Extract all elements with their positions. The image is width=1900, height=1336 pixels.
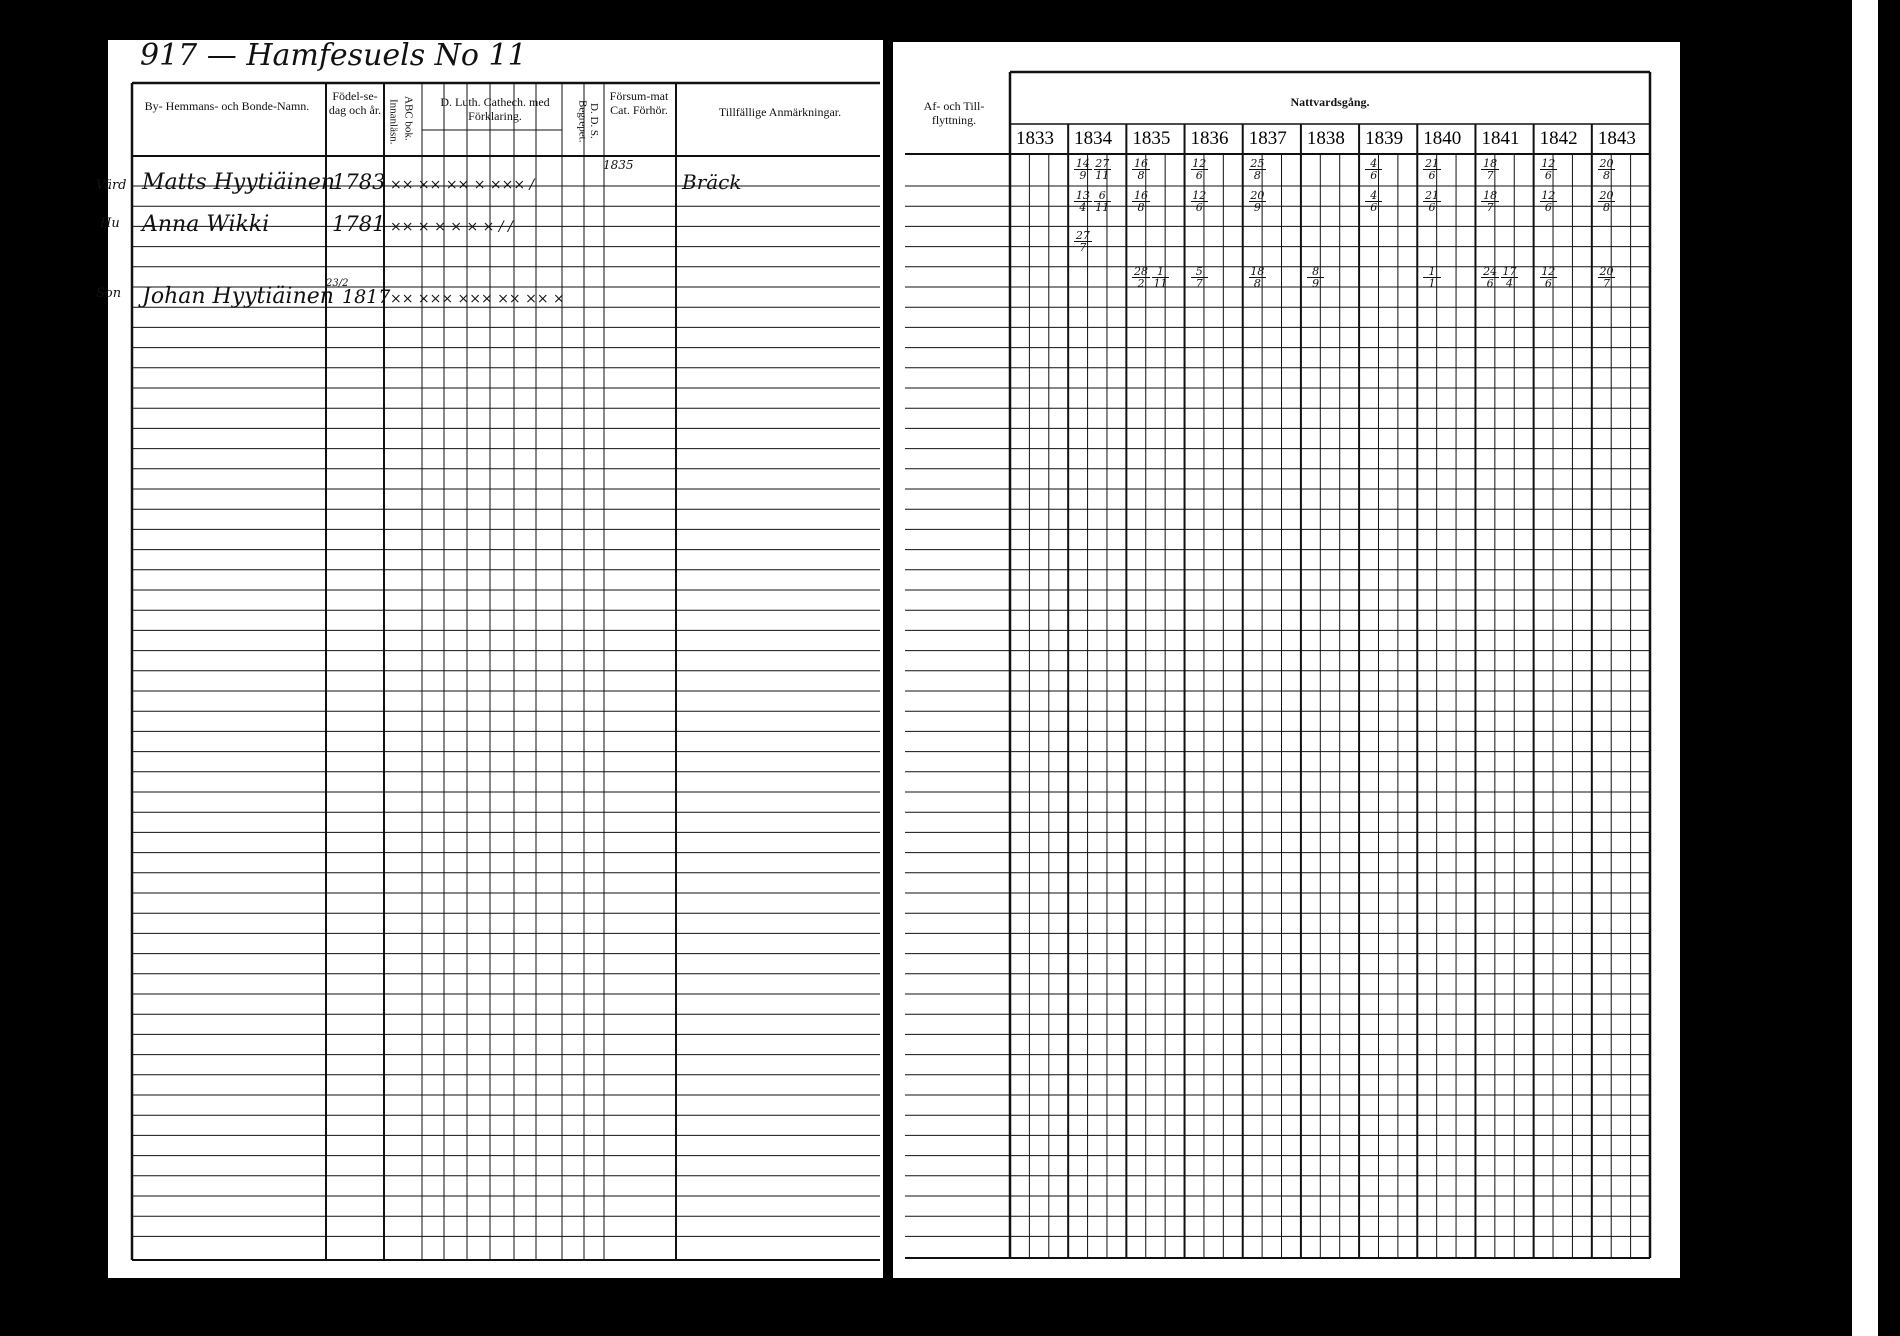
communion-month: 6: [1423, 169, 1440, 181]
communion-day: 14: [1075, 157, 1090, 170]
communion-day: 12: [1192, 189, 1207, 202]
entry-marks: ×× × × × × × / /: [390, 219, 513, 235]
communion-month: 11: [1095, 201, 1110, 214]
communion-date: [1094, 158, 1111, 181]
col-header-fodelse: Födel-se-dag och år.: [328, 89, 382, 117]
communion-month: 7: [1481, 169, 1498, 181]
communion-day: 28: [1134, 265, 1149, 278]
entry-birth-year: 1783: [332, 170, 386, 194]
margin-mark: Värd: [96, 178, 127, 193]
communion-date: [1423, 266, 1440, 289]
communion-date: [1132, 266, 1149, 289]
col-header-luth-cath: D. Luth. Cathech. med Förklaring.: [440, 95, 550, 123]
entry-name: Johan Hyytiäinen: [142, 284, 334, 309]
communion-month: 9: [1307, 277, 1324, 289]
communion-month: 9: [1074, 169, 1091, 181]
communion-month: 4: [1074, 201, 1091, 213]
entry-birth-day: 23/2: [326, 278, 349, 289]
communion-day: 12: [1192, 157, 1207, 170]
communion-day: 20: [1599, 189, 1614, 202]
communion-day: 21: [1424, 157, 1439, 170]
page-header-handwriting: 917 — Hamfesuels No 11: [140, 38, 527, 73]
communion-month: 8: [1249, 169, 1266, 181]
communion-date: [1249, 158, 1266, 181]
communion-date: [1132, 158, 1149, 181]
communion-month: 2: [1132, 277, 1149, 289]
communion-date: [1423, 190, 1440, 213]
entry-marks: ×× ××× ××× ×× ×× ×: [390, 291, 565, 307]
communion-month: 8: [1598, 169, 1615, 181]
margin-mark: Son: [96, 286, 122, 301]
communion-date: [1481, 158, 1498, 181]
col-header-nattvardsgang: Nattvardsgång.: [1290, 95, 1370, 109]
communion-day: 4: [1370, 157, 1378, 170]
year-label-1842: 1842: [1539, 128, 1578, 149]
communion-month: 6: [1365, 169, 1382, 181]
communion-month: 7: [1191, 277, 1208, 289]
communion-day: 17: [1502, 265, 1517, 278]
communion-date: [1152, 266, 1169, 289]
col-header-tillfallige: Tillfällige Anmärkningar.: [718, 105, 842, 119]
communion-date: [1074, 158, 1091, 181]
year-label-1834: 1834: [1074, 128, 1113, 149]
communion-date: [1074, 230, 1091, 253]
communion-day: 24: [1483, 265, 1498, 278]
communion-day: 1: [1428, 265, 1436, 278]
communion-day: 16: [1134, 157, 1149, 170]
communion-month: 7: [1481, 201, 1498, 213]
communion-day: 1: [1156, 265, 1164, 278]
entry-name: Matts Hyytiäinen: [142, 170, 336, 195]
communion-day: 13: [1075, 189, 1090, 202]
entry-birth-year: 1817: [342, 286, 391, 308]
year-label-1841: 1841: [1481, 128, 1520, 149]
year-label-1838: 1838: [1306, 128, 1345, 149]
communion-month: 9: [1249, 201, 1266, 213]
communion-date: [1481, 266, 1498, 289]
communion-day: 6: [1098, 189, 1106, 202]
communion-day: 27: [1095, 157, 1110, 170]
col-header-forsummat: Försum-mat Cat. Förhör.: [609, 89, 669, 117]
communion-date: [1540, 158, 1557, 181]
communion-month: 4: [1501, 277, 1518, 289]
communion-month: 6: [1540, 201, 1557, 213]
communion-day: 20: [1599, 265, 1614, 278]
communion-month: 6: [1481, 277, 1498, 289]
communion-day: 18: [1483, 157, 1498, 170]
year-label-1837: 1837: [1248, 128, 1287, 149]
col-header-dds-begrepet: D. D. S. Begrepet.: [576, 99, 601, 143]
entry-forsummat: 1835: [603, 158, 634, 172]
communion-date: [1094, 190, 1111, 213]
communion-day: 27: [1075, 229, 1090, 242]
communion-day: 20: [1599, 157, 1614, 170]
communion-date: [1365, 190, 1382, 213]
entry-marks: ×× ×× ×× × ××× /: [390, 177, 535, 193]
year-label-1839: 1839: [1365, 128, 1404, 149]
entry-birth-year: 1781: [332, 212, 386, 236]
communion-date: [1191, 158, 1208, 181]
year-label-1840: 1840: [1423, 128, 1462, 149]
communion-day: 12: [1541, 189, 1556, 202]
communion-date: [1598, 158, 1615, 181]
communion-date: [1365, 158, 1382, 181]
communion-month: 7: [1598, 277, 1615, 289]
communion-month: 8: [1249, 277, 1266, 289]
communion-month: 6: [1191, 201, 1208, 213]
communion-day: 25: [1250, 157, 1265, 170]
communion-day: 16: [1134, 189, 1149, 202]
communion-date: [1307, 266, 1324, 289]
communion-month: 1: [1423, 277, 1440, 289]
communion-date: [1191, 266, 1208, 289]
communion-date: [1074, 190, 1091, 213]
communion-month: 6: [1423, 201, 1440, 213]
communion-date: [1423, 158, 1440, 181]
communion-month: 6: [1365, 201, 1382, 213]
communion-date: [1481, 190, 1498, 213]
communion-day: 12: [1541, 265, 1556, 278]
communion-month: 6: [1540, 169, 1557, 181]
year-label-1843: 1843: [1597, 128, 1636, 149]
entry-name: Anna Wikki: [142, 212, 270, 237]
year-label-1833: 1833: [1016, 128, 1054, 149]
communion-day: 18: [1250, 265, 1265, 278]
communion-date: [1132, 190, 1149, 213]
communion-date: [1598, 266, 1615, 289]
communion-day: 18: [1483, 189, 1498, 202]
communion-month: 6: [1540, 277, 1557, 289]
communion-month: 6: [1191, 169, 1208, 181]
col-header-innanlasn: Innanläsn.: [387, 99, 400, 145]
communion-month: 11: [1095, 169, 1110, 182]
communion-date: [1249, 190, 1266, 213]
year-label-1836: 1836: [1190, 128, 1229, 149]
communion-month: 8: [1132, 169, 1149, 181]
communion-month: 8: [1598, 201, 1615, 213]
communion-date: [1191, 190, 1208, 213]
col-header-by-hemmans: By- Hemmans- och Bonde-Namn.: [144, 99, 310, 113]
communion-day: 5: [1195, 265, 1203, 278]
col-header-af-och-till: Af- och Till-flyttning.: [923, 99, 985, 127]
communion-day: 4: [1370, 189, 1378, 202]
communion-day: 21: [1424, 189, 1439, 202]
communion-day: 8: [1312, 265, 1320, 278]
communion-date: [1598, 190, 1615, 213]
year-label-1835: 1835: [1132, 128, 1171, 149]
entry-note: Bräck: [682, 170, 742, 194]
communion-day: 20: [1250, 189, 1265, 202]
communion-date: [1249, 266, 1266, 289]
communion-month: 7: [1074, 241, 1091, 253]
communion-date: [1540, 190, 1557, 213]
col-header-abc-bok: ABC bok.: [402, 95, 415, 141]
communion-month: 11: [1153, 277, 1168, 290]
communion-date: [1540, 266, 1557, 289]
communion-month: 8: [1132, 201, 1149, 213]
communion-date: [1501, 266, 1518, 289]
margin-mark: Hu: [100, 216, 120, 231]
communion-day: 12: [1541, 157, 1556, 170]
